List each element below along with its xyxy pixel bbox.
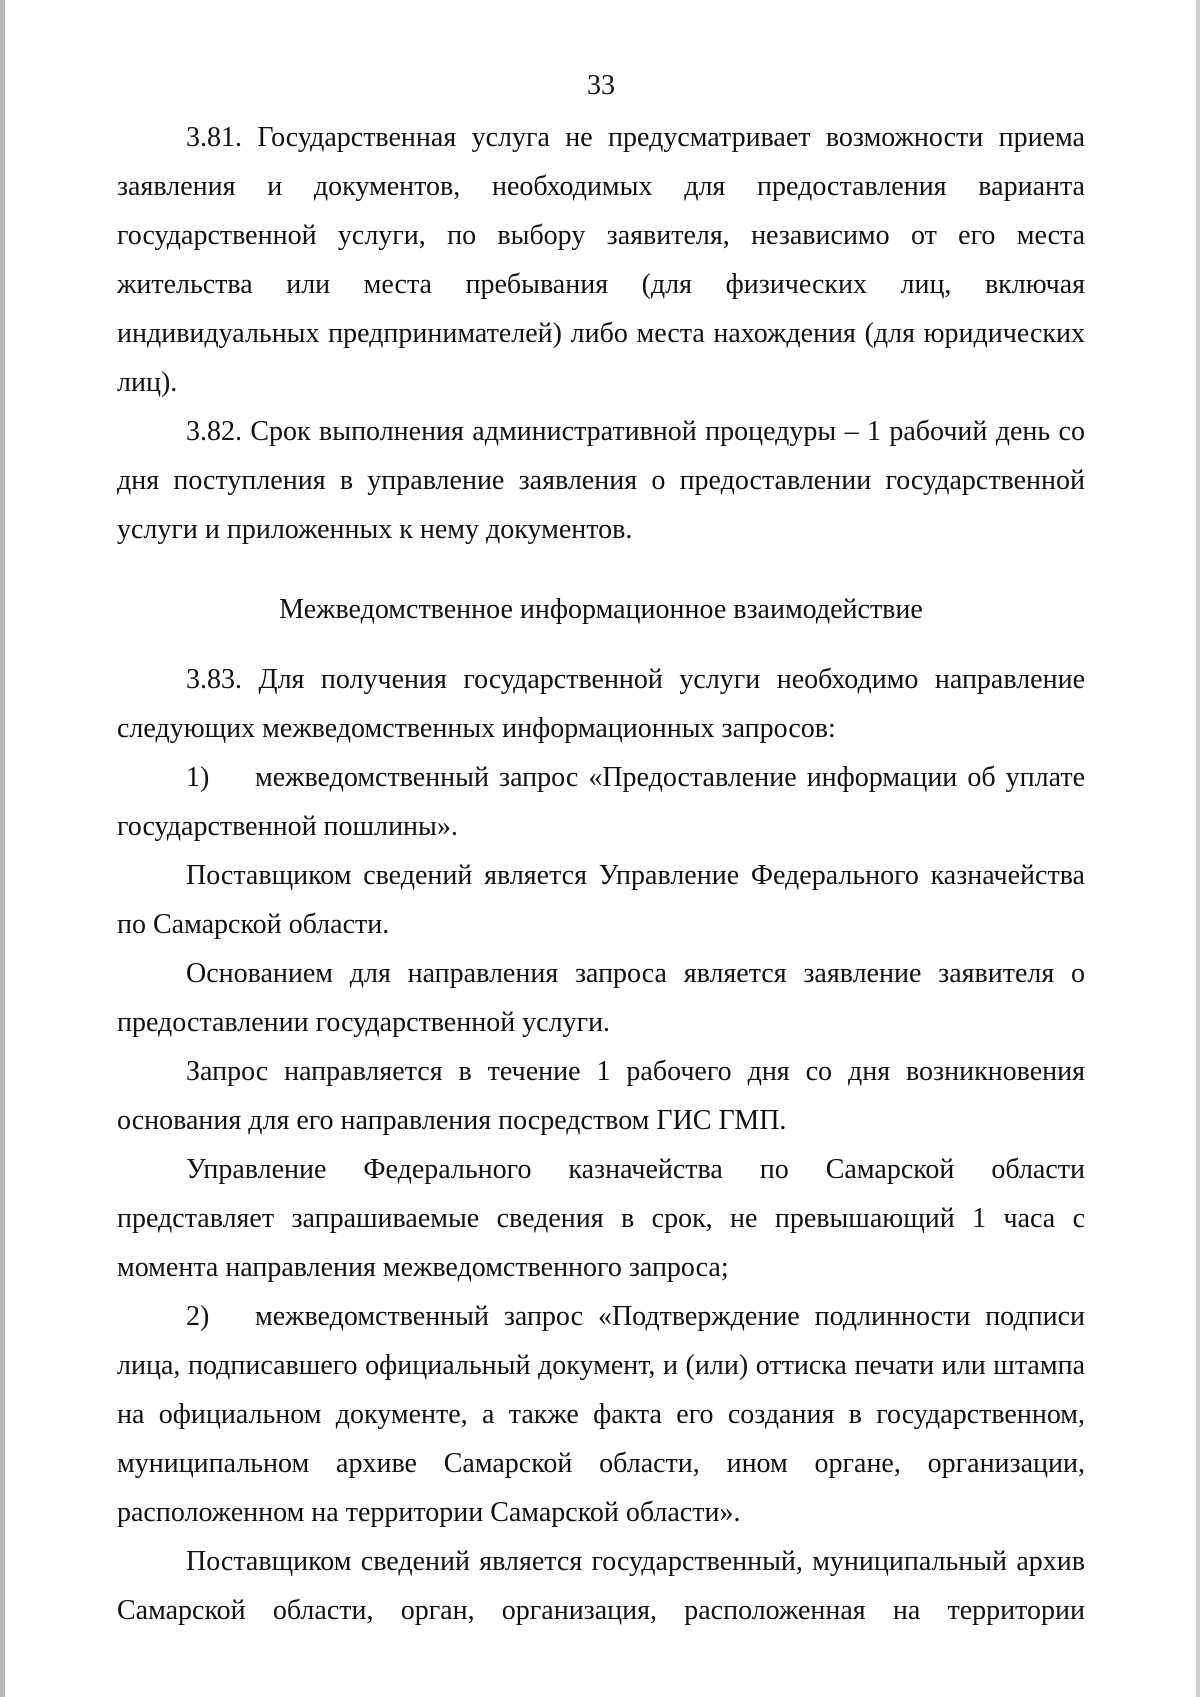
- list-item-2: [117, 1292, 1085, 1537]
- paragraph-3-82: 3.82. Срок выполнения административной процедуры – 1 рабочий день со дня поступления в управление заявления о предоставлении государственной услуги и приложенных к нему документов.: [117, 416, 1085, 545]
- list-item-2-number: 2): [186, 1301, 210, 1332]
- supplier-paragraph-1: Поставщиком сведений является Управление Федерального казначейства по Самарской области.: [117, 860, 1085, 940]
- list-item-1-text: межведомственный запрос «Предоставление информации об уплате государственной пошлины».: [117, 762, 1085, 842]
- page-right-edge: [1196, 0, 1200, 1697]
- page-number: 33: [587, 70, 615, 101]
- paragraph-3-83: 3.83. Для получения государственной услуги необходимо направление следующих межведомственных информационных запросов:: [117, 664, 1085, 744]
- supplier-paragraph-2: Поставщиком сведений является государственный, муниципальный архив Самарской области, орган, организация, расположенная на территории: [117, 1546, 1085, 1626]
- term-paragraph-1: Запрос направляется в течение 1 рабочего дня со дня возникновения основания для его направления посредством ГИС ГМП.: [117, 1056, 1085, 1136]
- section-heading: Межведомственное информационное взаимодействие: [279, 594, 923, 625]
- list-item-2-text: межведомственный запрос «Подтверждение подлинности подписи лица, подписавшего официальный документ, и (или) оттиска печати или штампа на официальном документе, а также факта его создания в государственном, муниципальном архиве Самарской области, ином органе, организации, расположенном на территории Самарской области».: [117, 1301, 1085, 1528]
- page-left-edge: [0, 0, 5, 1697]
- list-item-1-number: 1): [186, 762, 210, 793]
- basis-paragraph-1: Основанием для направления запроса является заявление заявителя о предоставлении государственной услуги.: [117, 958, 1085, 1038]
- document-page: [117, 64, 1085, 1635]
- list-item-1: [117, 753, 1085, 851]
- response-paragraph-1: Управление Федерального казначейства по Самарской области представляет запрашиваемые сведения в срок, не превышающий 1 часа с момента направления межведомственного запроса;: [117, 1154, 1085, 1283]
- paragraph-3-81: 3.81. Государственная услуга не предусматривает возможности приема заявления и документов, необходимых для предоставления варианта государственной услуги, по выбору заявителя, независимо от его места жительства или места пребывания (для физических лиц, включая индивидуальных предпринимателей) либо места нахождения (для юридических лиц).: [117, 122, 1085, 398]
